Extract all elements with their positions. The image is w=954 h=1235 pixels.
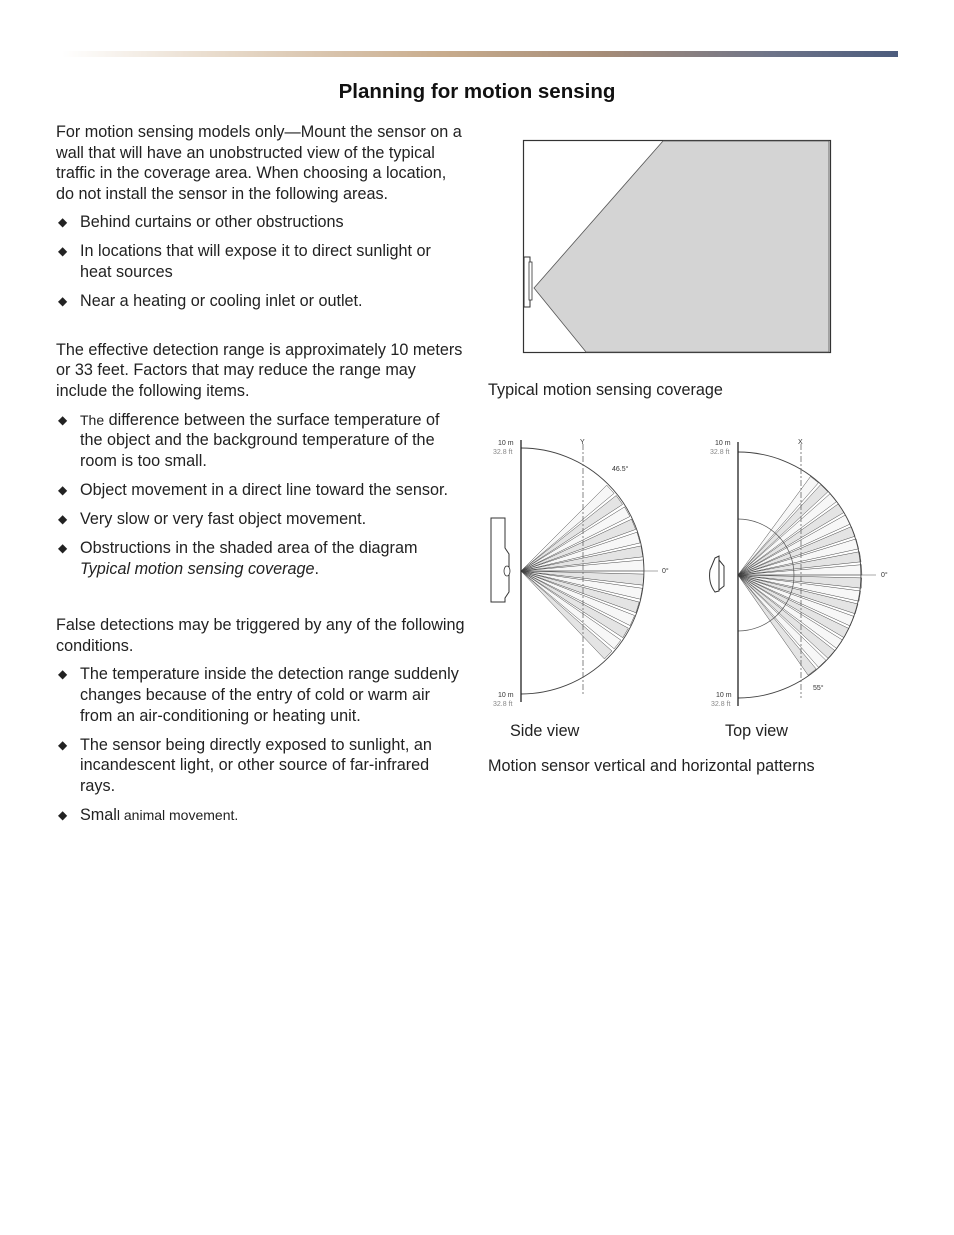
list-item: ◆ Obstructions in the shaded area of the diagram Typical motion sensing coverage. xyxy=(58,539,418,578)
section3-intro: False detections may be triggered by any of the following conditions. xyxy=(56,616,465,655)
diamond-bullet-icon: ◆ xyxy=(58,482,68,497)
figure-reference: Typical motion sensing coverage xyxy=(80,559,315,578)
top-label-bottom-ft: 32.8 ft xyxy=(711,701,731,708)
list-item: ◆ Small animal movement. xyxy=(58,805,239,824)
side-axis-label: Y xyxy=(580,439,585,446)
top-sensor-icon xyxy=(710,556,719,592)
diamond-bullet-icon: ◆ xyxy=(58,511,68,526)
top-zero-label: 0° xyxy=(881,572,888,579)
top-fan-lines xyxy=(738,477,862,676)
diamond-bullet-icon: ◆ xyxy=(58,215,68,230)
side-sensor-icon xyxy=(491,518,509,602)
diamond-bullet-icon: ◆ xyxy=(58,294,68,309)
list-item: ◆ The temperature inside the detection range suddenly changes because of the entry of cold or warm air from an air-conditioning or heating unit. xyxy=(58,665,459,725)
list-item: ◆ Object movement in a direct line toward the sensor. xyxy=(58,480,448,499)
list-item: ◆ The difference between the surface temperature of the object and the background temperature of the room is too small. xyxy=(58,410,440,470)
side-label-top-m: 10 m xyxy=(498,440,514,447)
section2-list xyxy=(56,410,466,580)
top-sensor-body-icon xyxy=(719,560,724,590)
section2-intro: The effective detection range is approximately 10 meters or 33 feet. Factors that may reduce the range may include the following items. xyxy=(56,340,463,400)
top-angle-label: 55° xyxy=(813,685,824,692)
section1-list xyxy=(56,212,466,311)
side-angle-label: 46.5° xyxy=(612,466,629,473)
top-label-top-ft: 32.8 ft xyxy=(710,449,730,456)
body-column xyxy=(56,122,466,834)
sensor-lens-icon xyxy=(529,262,532,300)
figure2-caption: Motion sensor vertical and horizontal patterns xyxy=(488,757,815,775)
top-view-diagram xyxy=(704,432,904,714)
diamond-bullet-icon: ◆ xyxy=(58,541,68,555)
diamond-bullet-icon: ◆ xyxy=(58,412,68,427)
section3-list xyxy=(56,664,466,825)
side-view-caption: Side view xyxy=(510,722,580,740)
top-view-caption: Top view xyxy=(725,722,788,740)
side-view-diagram xyxy=(486,432,686,714)
coverage-diagram xyxy=(520,138,834,356)
list-item: ◆ Very slow or very fast object movement. xyxy=(58,509,367,528)
diamond-bullet-icon: ◆ xyxy=(58,244,68,259)
list-item: ◆ Near a heating or cooling inlet or outlet. xyxy=(58,292,363,311)
side-label-top-ft: 32.8 ft xyxy=(493,449,513,456)
top-label-top-m: 10 m xyxy=(715,440,731,447)
top-label-bottom-m: 10 m xyxy=(716,692,732,699)
side-label-bottom-m: 10 m xyxy=(498,692,514,699)
section1-intro: For motion sensing models only—Mount the sensor on a wall that will have an unobstructed view of the typical traffic in the coverage area. When choosing a location, do not install the sensor in the following areas. xyxy=(56,123,462,203)
side-label-bottom-ft: 32.8 ft xyxy=(493,701,513,708)
list-item: ◆ Behind curtains or other obstructions xyxy=(58,213,344,232)
diamond-bullet-icon: ◆ xyxy=(58,807,68,822)
top-axis-label: X xyxy=(798,439,803,446)
list-item: ◆ The sensor being directly exposed to sunlight, an incandescent light, or other source of far-infrared rays. xyxy=(58,735,432,795)
side-lens-icon xyxy=(504,566,510,576)
diamond-bullet-icon: ◆ xyxy=(58,667,68,682)
list-item: ◆ In locations that will expose it to direct sunlight or heat sources xyxy=(58,242,431,282)
side-fan-lines xyxy=(521,485,644,659)
header-rule xyxy=(62,51,898,57)
diamond-bullet-icon: ◆ xyxy=(58,737,68,752)
figure1-caption: Typical motion sensing coverage xyxy=(488,381,723,399)
page-title: Planning for motion sensing xyxy=(338,80,616,103)
side-zero-label: 0° xyxy=(662,568,669,575)
